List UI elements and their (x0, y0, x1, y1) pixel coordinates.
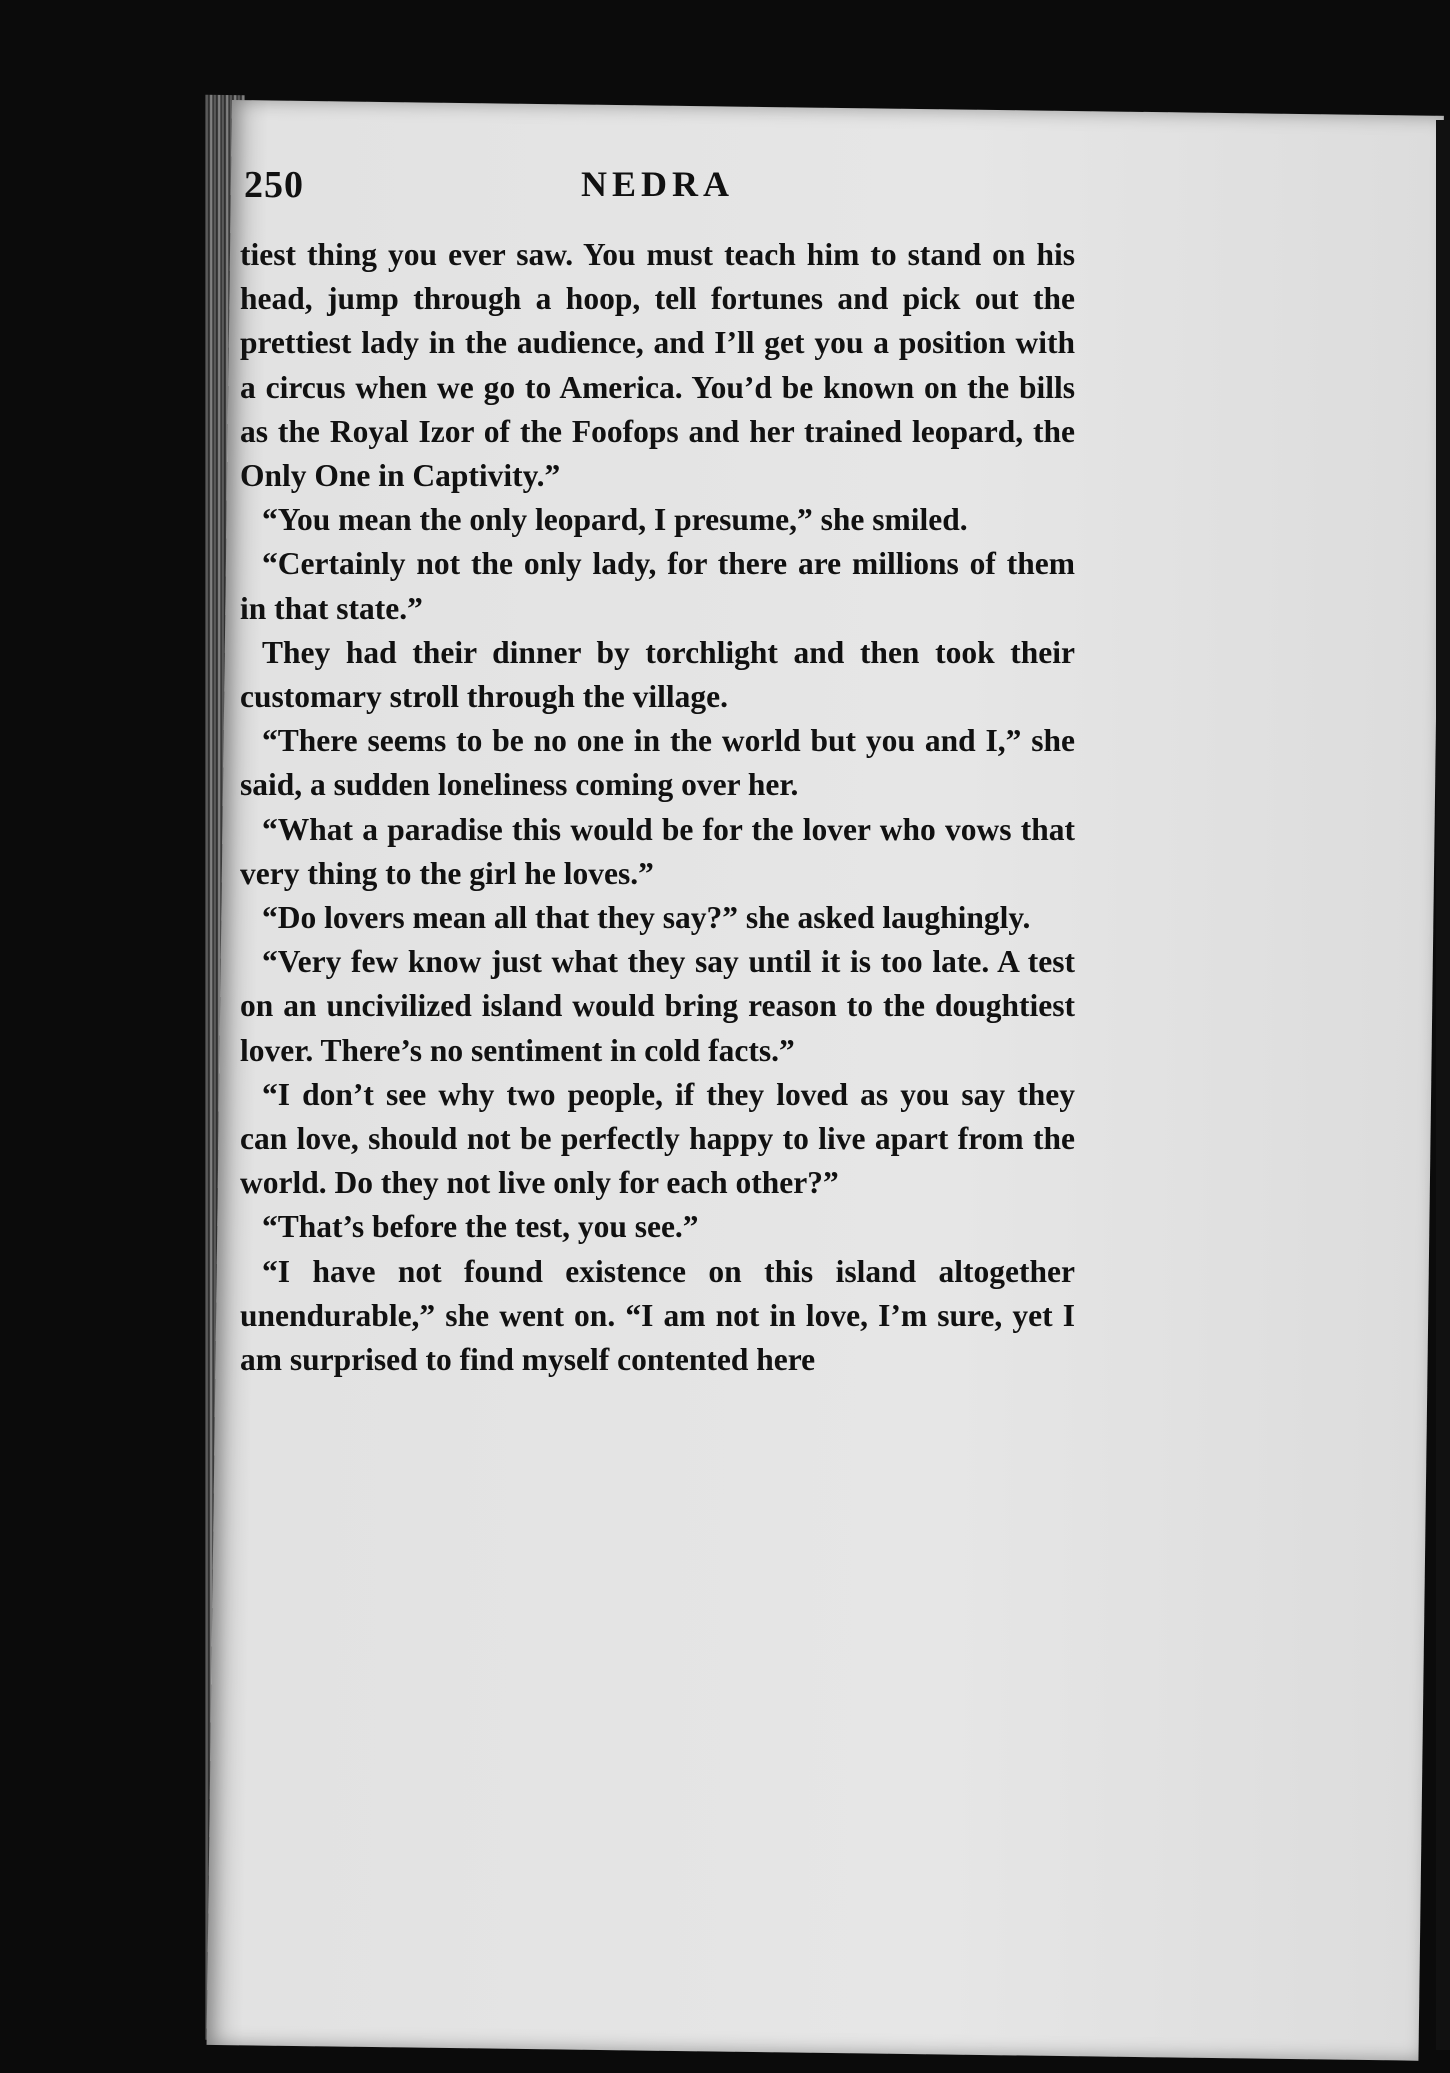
paragraph: “I don’t see why two people, if they loved as you say they can love, should not be perfectly happy to live apart from the world. Do they not live only for each other?” (240, 1076, 1075, 1201)
paragraph: “You mean the only leopard, I presume,” she smiled. (262, 502, 968, 538)
page-text (240, 163, 1075, 1382)
binding-shadow (1436, 120, 1450, 2050)
running-head (240, 163, 1075, 233)
paragraph: “That’s before the test, you see.” (262, 1209, 699, 1245)
paragraph: tiest thing you ever saw. You must teach him to stand on his head, jump through a hoop, tell fortunes and pick out the prettiest lady in the audience, and I’ll get you a position with a circus when we go to America. You’d be known on the bills as the Royal Izor of the Foofops and her trained leopard, the Only One in Captivity.” (240, 237, 1075, 494)
page-number: 250 (244, 164, 304, 206)
paragraph: “Do lovers mean all that they say?” she asked laughingly. (262, 900, 1031, 936)
paragraph: “There seems to be no one in the world but you and I,” she said, a sudden loneliness coming over her. (240, 723, 1075, 803)
running-title: NEDRA (580, 164, 734, 204)
paragraph: “What a paradise this would be for the lover who vows that very thing to the girl he loves.” (240, 811, 1075, 891)
paragraph: They had their dinner by torchlight and then took their customary stroll through the village. (240, 634, 1075, 715)
paragraph: “I have not found existence on this island altogether unendurable,” she went on. “I am not in love, I’m sure, yet I am surprised to find myself contented here (240, 1253, 1075, 1378)
paragraph: “Certainly not the only lady, for there are millions of them in that state.” (240, 546, 1075, 626)
paragraph: “Very few know just what they say until it is too late. A test on an uncivilized island would bring reason to the doughtiest lover. There’s no sentiment in cold facts.” (240, 944, 1075, 1068)
